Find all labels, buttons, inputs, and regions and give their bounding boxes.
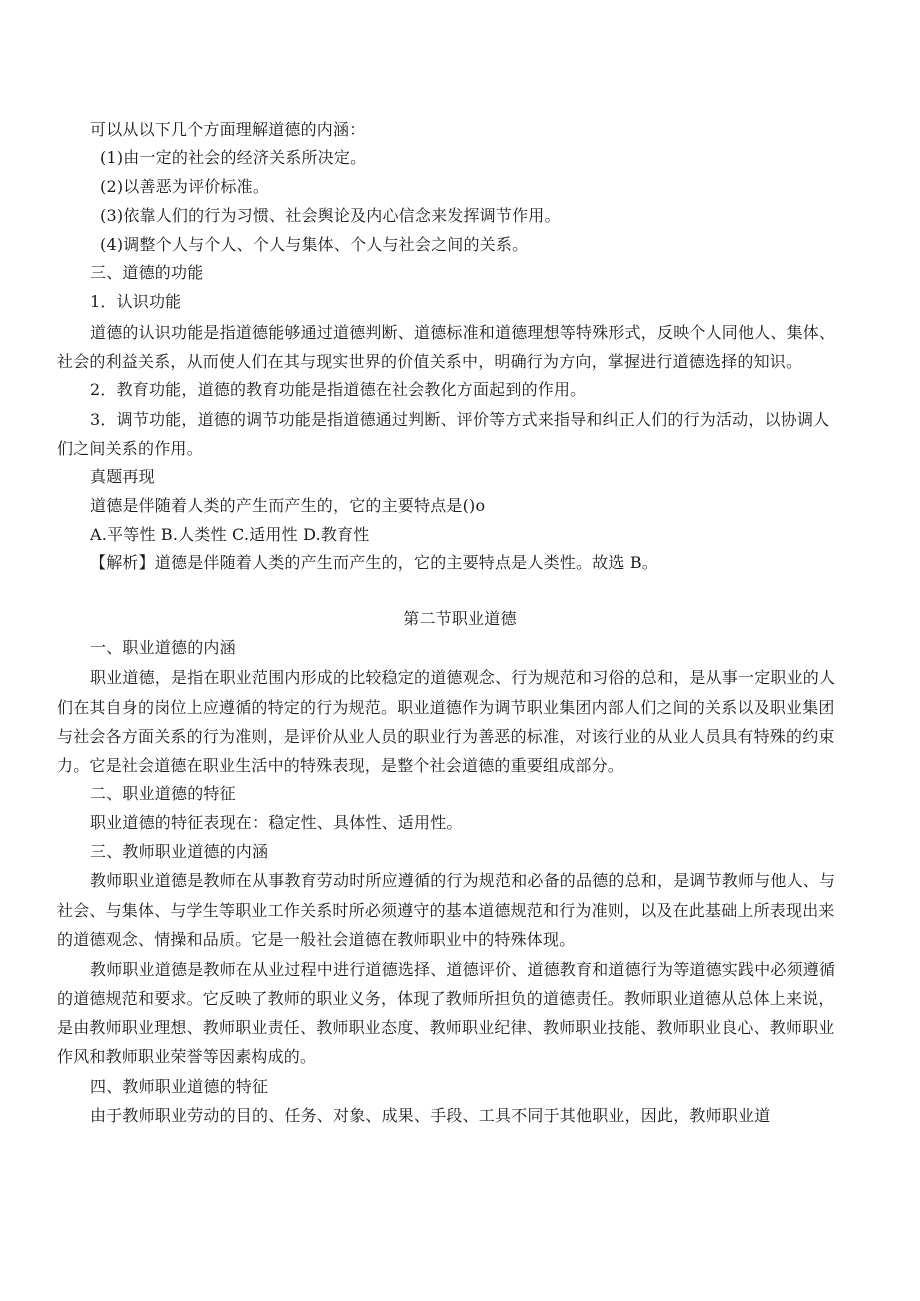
- text-line: 2．教育功能，道德的教育功能是指道德在社会教化方面起到的作用。: [90, 380, 587, 399]
- text-line: 们在其自身的岗位上应遵循的特定的行为规范。职业道德作为调节职业集团内部人们之间的关系以及职业集团: [57, 698, 835, 717]
- section-heading: 二、职业道德的特征: [90, 784, 236, 803]
- text-line: 们之间关系的作用。: [57, 439, 203, 458]
- section-heading: 一、职业道德的内涵: [90, 638, 236, 657]
- text-line: 是由教师职业理想、教师职业责任、教师职业态度、教师职业纪律、教师职业技能、教师职业良心、教师职业: [57, 1018, 835, 1037]
- section-title: 第二节职业道德: [403, 609, 517, 628]
- text-line: 教师职业道德是教师在从事教育劳动时所应遵循的行为规范和必备的品德的总和，是调节教师与他人、与: [90, 871, 836, 890]
- text-line: 由于教师职业劳动的目的、任务、对象、成果、手段、工具不同于其他职业，因此，教师职业道: [90, 1106, 771, 1125]
- question-options: A.平等性 B.人类性 C.适用性 D.教育性: [90, 525, 370, 544]
- text-line: 教师职业道德是教师在从业过程中进行道德选择、道德评价、道德教育和道德行为等道德实践中必须遵循: [90, 960, 836, 979]
- text-line: 职业道德的特征表现在：稳定性、具体性、适用性。: [90, 813, 463, 832]
- question-text: 道德是伴随着人类的产生而产生的，它的主要特点是()o: [90, 496, 486, 515]
- section-heading: 三、道德的功能: [90, 263, 204, 282]
- list-item: (4)调整个人与个人、个人与集体、个人与社会之间的关系。: [100, 235, 529, 254]
- section-heading: 三、教师职业道德的内涵: [90, 842, 269, 861]
- subsection-heading: 真题再现: [90, 467, 155, 486]
- text-line: 社会、与集体、与学生等职业工作关系时所必须遵守的基本道德规范和行为准则，以及在此基础上所表现出来: [57, 901, 835, 920]
- text-line: 与社会各方面关系的行为准则，是评价从业人员的职业行为善恶的标准，对该行业的从业人员具有特殊的约束: [57, 727, 835, 746]
- text-line: 的道德规范和要求。它反映了教师的职业义务，体现了教师所担负的道德责任。教师职业道德从总体上来说，: [57, 989, 835, 1008]
- list-item: (3)依靠人们的行为习惯、社会舆论及内心信念来发挥调节作用。: [100, 206, 561, 225]
- list-item: (2)以善恶为评价标准。: [100, 177, 270, 196]
- text-line: 职业道德，是指在职业范围内形成的比较稳定的道德观念、行为规范和习俗的总和，是从事一定职业的人: [90, 668, 836, 687]
- text-line: 社会的利益关系，从而使人们在其与现实世界的价值关系中，明确行为方向，掌握进行道德选择的知识。: [57, 352, 803, 371]
- text-line: 作风和教师职业荣誉等因素构成的。: [57, 1047, 317, 1066]
- text-line: 可以从以下几个方面理解道德的内涵：: [90, 120, 366, 139]
- text-line: 力。它是社会道德在职业生活中的特殊表现，是整个社会道德的重要组成部分。: [57, 756, 625, 775]
- text-line: 道德的认识功能是指道德能够通过道德判断、道德标准和道德理想等特殊形式，反映个人同他人、集体、: [90, 323, 836, 342]
- answer-analysis: 【解析】道德是伴随着人类的产生而产生的，它的主要特点是人类性。故选 B。: [90, 553, 659, 572]
- text-line: 3．调节功能，道德的调节功能是指道德通过判断、评价等方式来指导和纠正人们的行为活动，以协调人: [90, 410, 830, 429]
- subsection-heading: 1．认识功能: [90, 292, 182, 311]
- section-heading: 四、教师职业道德的特征: [90, 1077, 269, 1096]
- list-item: (1)由一定的社会的经济关系所决定。: [100, 148, 367, 167]
- text-line: 的道德观念、情操和品质。它是一般社会道德在教师职业中的特殊体现。: [57, 930, 576, 949]
